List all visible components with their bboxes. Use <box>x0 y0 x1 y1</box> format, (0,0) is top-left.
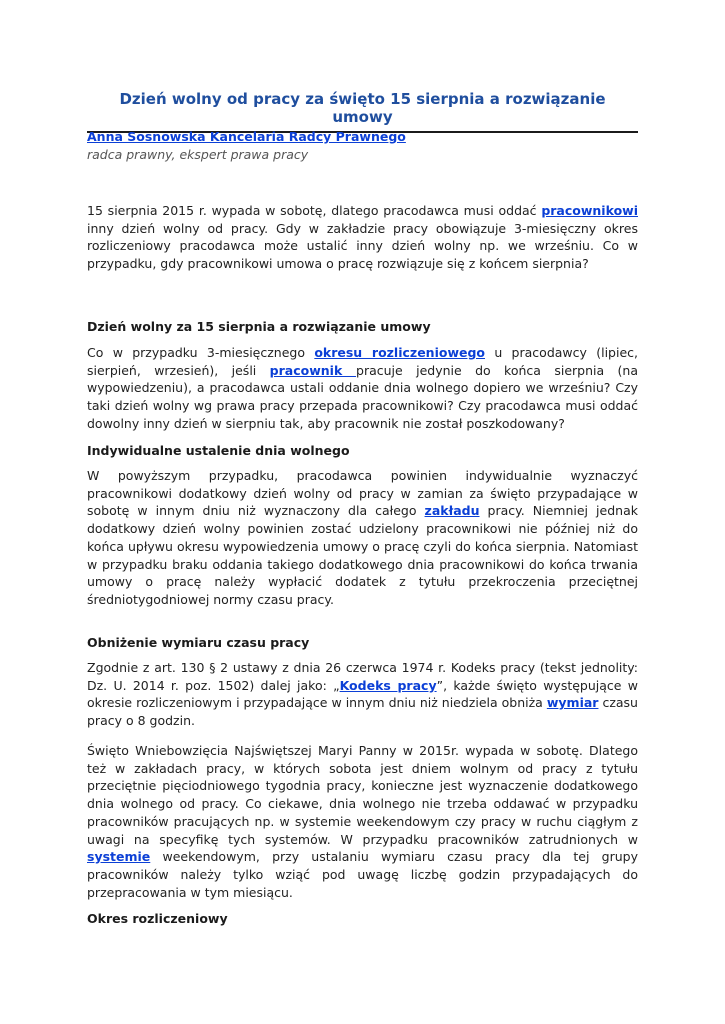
link-wymiar[interactable]: wymiar <box>546 695 599 711</box>
link-pracownikowi[interactable]: pracownikowi <box>541 203 638 218</box>
author-block <box>87 128 638 164</box>
section1-text-1: Co w przypadku 3-miesięcznego <box>87 345 315 360</box>
section2-paragraph <box>87 467 638 609</box>
intro-text-1: 15 sierpnia 2015 r. wypada w sobotę, dlatego pracodawca musi oddać <box>87 203 542 218</box>
link-pracownik[interactable]: pracownik <box>269 362 357 378</box>
section-heading-rozwiazanie: Dzień wolny za 15 sierpnia a rozwiązanie umowy <box>87 319 431 334</box>
intro-text-2: inny dzień wolny od pracy. Gdy w zakładzie pracy obowiązuje 3-miesięczny okres rozliczeniowy pracodawca może ustalić inny dzień wolny np. we wrześniu. Co w przypadku, gdy pracownikowi umowa o pracę rozwiązuje się z końcem sierpnia? <box>87 220 638 272</box>
section3-text-1: Zgodnie z art. 130 § 2 ustawy z dnia 26 czerwca 1974 r. Kodeks pracy (tekst jednolity: Dz. U. 2014 r. poz. 1502) dalej jako: „ <box>87 660 638 693</box>
section3-paragraph-2 <box>87 742 638 901</box>
section-heading-indywidualne: Indywidualne ustalenie dnia wolnego <box>87 443 350 458</box>
link-okresu-rozliczeniowego[interactable]: okresu rozliczeniowego <box>314 345 485 360</box>
section-heading-okres-rozliczeniowy: Okres rozliczeniowy <box>87 911 228 926</box>
section3-text-5: weekendowym, przy ustalaniu wymiaru czasu pracy dla tej grupy pracowników należy tylko wziąć pod uwagę liczbę godzin przypadających do przepracowania w tym miesiącu. <box>87 849 638 900</box>
section3-text-2: ”, każde święto występujące w okresie rozliczeniowym i przypadające w innym dniu niż niedziela obniża <box>87 677 638 711</box>
author-role: radca prawny, ekspert prawa pracy <box>87 147 309 162</box>
link-systemie[interactable]: systemie <box>87 849 151 865</box>
link-kodeks-pracy[interactable]: Kodeks pracy <box>339 677 437 693</box>
section2-text-2: pracy. Niemniej jednak dodatkowy dzień wolny powinien zostać udzielony pracownikowi nie później niż do końca upływu okresu wypowiedzenia umowy o pracę czyli do końca sierpnia. Natomiast w przypadku braku oddania takiego dodatkowego dnia pracownikowi do końca trwania umowy o pracę należy wypłacić dodatek z tytułu przekroczenia przeciętnej średniotygodniowej normy czasu pracy. <box>87 503 638 607</box>
author-name-link[interactable]: Anna Sosnowska Kancelaria Radcy Prawnego <box>87 129 406 144</box>
section-heading-obnizenie: Obniżenie wymiaru czasu pracy <box>87 635 310 650</box>
section1-text-3: pracuje jedynie do końca sierpnia (na wypowiedzeniu), a pracodawca ustali oddanie dnia wolnego dopiero we wrześniu? Czy taki dzień wolny wg prawa pracy przepada pracownikowi? Czy pracodawca musi oddać dowolny inny dzień w sierpniu tak, aby pracownik nie został poszkodowany? <box>87 362 638 431</box>
section1-paragraph <box>87 344 638 433</box>
section3-text-4: Święto Wniebowzięcia Najświętszej Maryi Panny w 2015r. wypada w sobotę. Dlatego też w zakładach pracy, w których sobota jest dniem wolnym od pracy z tytułu przeciętnie pięciodniowego tygodnia pracy, konieczne jest wyznaczenie dodatkowego dnia wolnego od pracy. Co ciekawe, dnia wolnego nie trzeba oddawać w przypadku pracowników pracujących np. w systemie weekendowym czy pracy w ruchu ciągłym z uwagi na specyfikę tych systemów. W przypadku pracowników zatrudnionych w <box>87 743 638 847</box>
section3-text-3: czasu pracy o 8 godzin. <box>87 695 638 729</box>
intro-paragraph <box>87 202 638 273</box>
link-zakladu[interactable]: zakładu <box>424 503 480 519</box>
article-title: Dzień wolny od pracy za święto 15 sierpnia a rozwiązanie umowy <box>87 90 638 133</box>
section2-text-1: W powyższym przypadku, pracodawca powinien indywidualnie wyznaczyć pracownikowi dodatkowy dzień wolny od pracy w zamian za święto przypadające w sobotę w innym dniu niż wyznaczony dla całego <box>87 468 638 519</box>
section1-text-2: u pracodawcy (lipiec, sierpień, wrzesień), jeśli <box>87 345 638 378</box>
section3-paragraph-1 <box>87 659 638 730</box>
